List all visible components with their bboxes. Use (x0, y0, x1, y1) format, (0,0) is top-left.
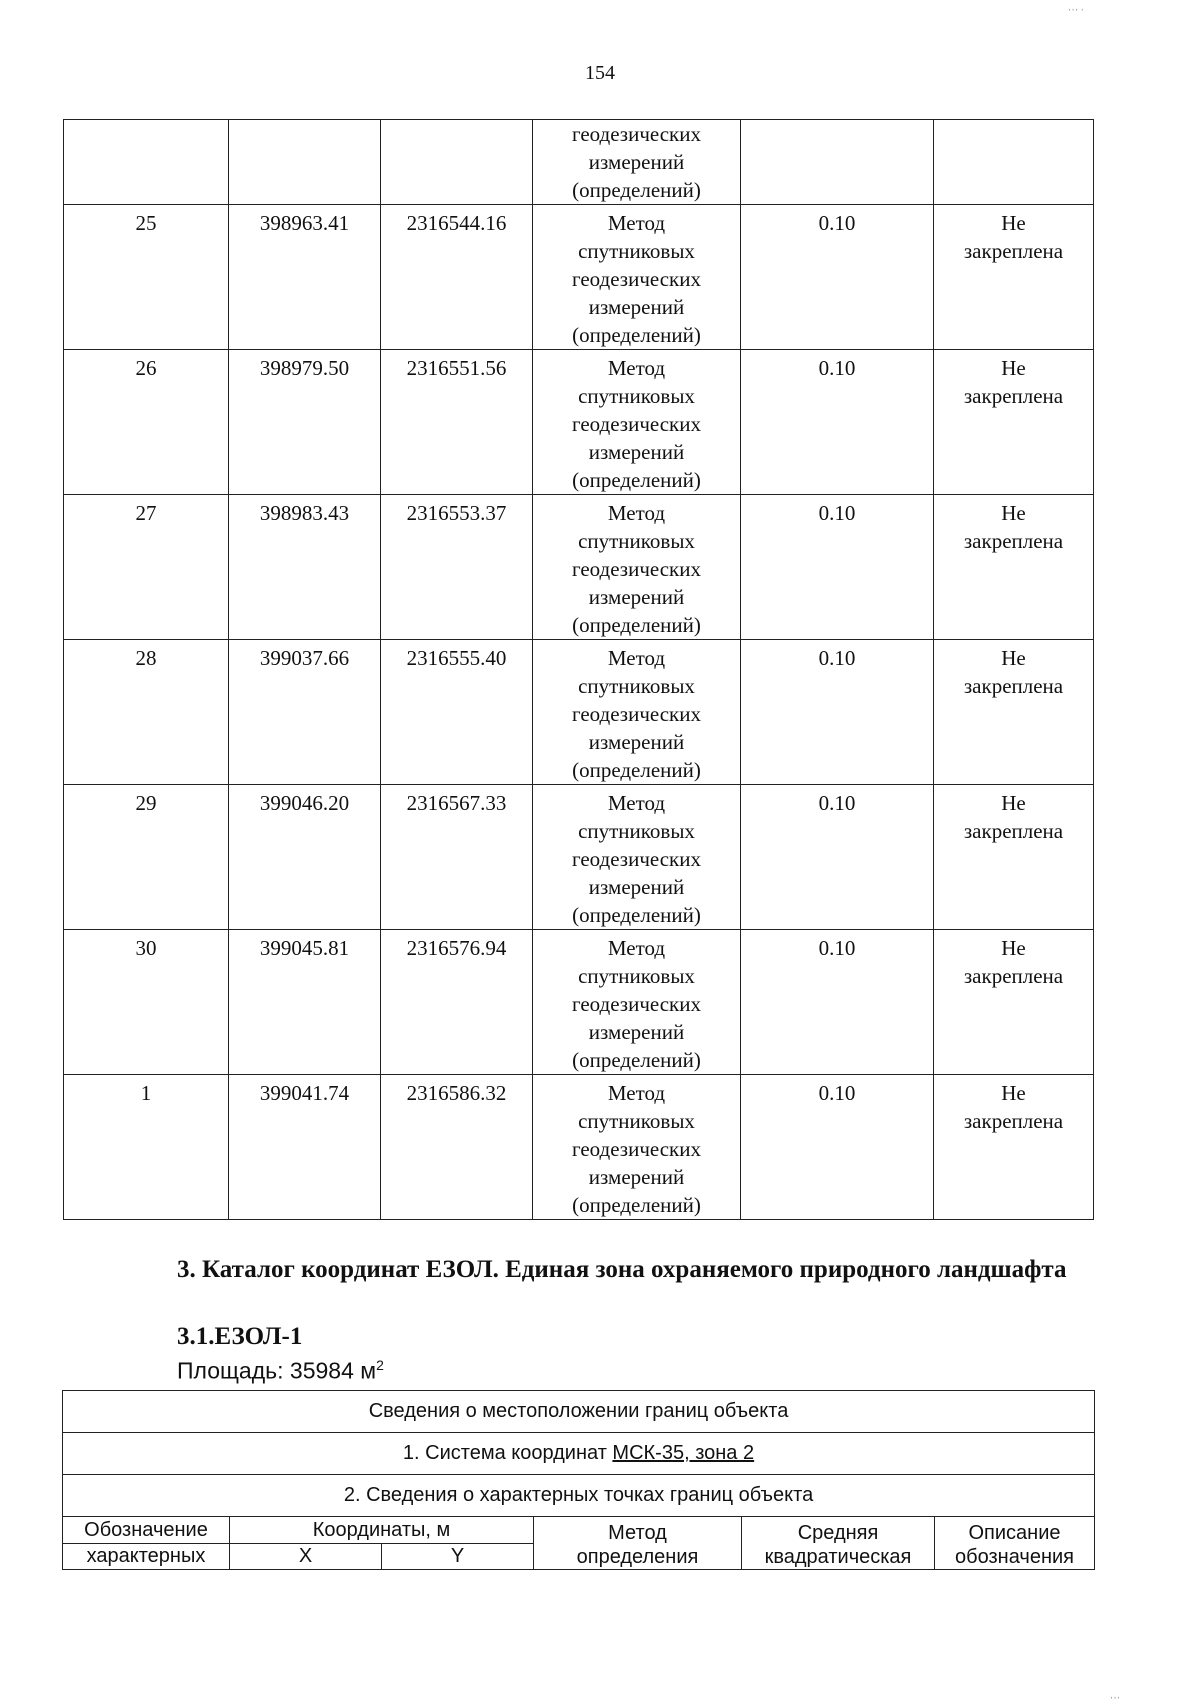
x-cell: 399041.74 (229, 1075, 381, 1220)
method-line: геодезических (571, 122, 701, 146)
table-row (63, 1475, 1095, 1517)
point-cell: 26 (64, 350, 229, 495)
accuracy-cell: 0.10 (741, 495, 934, 640)
col-accuracy-line: квадратическая (764, 1546, 912, 1568)
method-line: измерений (588, 440, 685, 464)
table-row (63, 1391, 1095, 1433)
method-line: измерений (588, 875, 685, 899)
area-text: Площадь: 35984 м (177, 1357, 377, 1384)
method-cell (533, 640, 741, 785)
accuracy-cell: 0.10 (741, 205, 934, 350)
col-method-line: определения (576, 1546, 699, 1568)
object-info-table (62, 1390, 1095, 1570)
method-cell (533, 785, 741, 930)
method-line: измерений (588, 295, 685, 319)
accuracy-cell: 0.10 (741, 785, 934, 930)
method-line: (определений) (572, 1193, 701, 1217)
x-cell: 399037.66 (229, 640, 381, 785)
col-accuracy (742, 1517, 935, 1570)
table-row (64, 930, 1094, 1075)
point-cell: 29 (64, 785, 229, 930)
method-line: Метод (607, 936, 666, 960)
method-line: (определений) (572, 1048, 701, 1072)
description-cell (934, 205, 1094, 350)
method-line: Метод (607, 211, 666, 235)
description-cell (934, 350, 1094, 495)
table-row (63, 1433, 1095, 1475)
method-cell (533, 495, 741, 640)
method-line: измерений (588, 150, 685, 174)
method-line: геодезических (571, 992, 701, 1016)
accuracy-cell (741, 120, 934, 205)
col-method-line: Метод (608, 1522, 667, 1544)
col-method (534, 1517, 742, 1570)
info-header-2 (63, 1433, 1095, 1475)
method-line: спутниковых (578, 239, 695, 263)
method-line: Метод (607, 501, 666, 525)
description-line: Не (1001, 791, 1026, 815)
method-line: Метод (607, 791, 666, 815)
method-line: (определений) (572, 613, 701, 637)
table-row (64, 785, 1094, 930)
col-x: X (230, 1543, 382, 1570)
description-cell (934, 640, 1094, 785)
point-cell: 28 (64, 640, 229, 785)
info-header-3: 2. Сведения о характерных точках границ объекта (63, 1475, 1095, 1517)
method-cell (533, 350, 741, 495)
scan-edge-mark: ˌˌˌ (1110, 1688, 1120, 1699)
accuracy-cell: 0.10 (741, 350, 934, 495)
method-line: геодезических (571, 557, 701, 581)
info-header-1: Сведения о местоположении границ объекта (63, 1391, 1095, 1433)
description-line: закреплена (963, 529, 1064, 553)
description-cell (934, 785, 1094, 930)
method-line: Метод (607, 1081, 666, 1105)
y-cell (381, 120, 533, 205)
description-line: Не (1001, 936, 1026, 960)
description-line: Не (1001, 646, 1026, 670)
description-line: закреплена (963, 964, 1064, 988)
page-number: 154 (585, 62, 615, 84)
table-row (63, 1517, 1095, 1544)
method-line: спутниковых (578, 1109, 695, 1133)
method-line: (определений) (572, 323, 701, 347)
method-line: геодезических (571, 847, 701, 871)
description-line: закреплена (963, 239, 1064, 263)
method-line: измерений (588, 1020, 685, 1044)
table-row (64, 495, 1094, 640)
scan-edge-mark: ˌˌˌ ˌ (1068, 0, 1084, 11)
coord-system-link: МСК-35, зона 2 (612, 1442, 755, 1464)
y-cell: 2316551.56 (381, 350, 533, 495)
description-line: закреплена (963, 819, 1064, 843)
method-line: (определений) (572, 758, 701, 782)
method-line: Метод (607, 646, 666, 670)
method-line: спутниковых (578, 674, 695, 698)
description-cell (934, 1075, 1094, 1220)
y-cell: 2316553.37 (381, 495, 533, 640)
col-designation: Обозначение (63, 1517, 230, 1544)
col-accuracy-line: Средняя (797, 1522, 879, 1544)
description-line: Не (1001, 501, 1026, 525)
x-cell: 398983.43 (229, 495, 381, 640)
method-line: геодезических (571, 267, 701, 291)
description-line: закреплена (963, 674, 1064, 698)
method-cell (533, 1075, 741, 1220)
description-cell (934, 930, 1094, 1075)
x-cell (229, 120, 381, 205)
area-label (177, 1357, 384, 1385)
method-line: геодезических (571, 1137, 701, 1161)
method-line: спутниковых (578, 819, 695, 843)
x-cell: 399046.20 (229, 785, 381, 930)
table-row (64, 120, 1094, 205)
method-line: измерений (588, 585, 685, 609)
col-y: Y (382, 1543, 534, 1570)
method-line: спутниковых (578, 529, 695, 553)
method-line: спутниковых (578, 384, 695, 408)
x-cell: 398963.41 (229, 205, 381, 350)
description-line: закреплена (963, 1109, 1064, 1133)
section-title: 3. Каталог координат ЕЗОЛ. Единая зона охраняемого природного ландшафта (177, 1256, 1067, 1283)
table-row (64, 640, 1094, 785)
description-cell (934, 120, 1094, 205)
area-superscript: 2 (376, 1357, 384, 1373)
point-cell: 27 (64, 495, 229, 640)
method-cell (533, 205, 741, 350)
method-line: измерений (588, 1165, 685, 1189)
point-cell: 30 (64, 930, 229, 1075)
coordinates-table (63, 119, 1094, 1220)
col-designation-2: характерных (63, 1543, 230, 1570)
table-row (64, 350, 1094, 495)
method-line: геодезических (571, 702, 701, 726)
accuracy-cell: 0.10 (741, 1075, 934, 1220)
method-line: измерений (588, 730, 685, 754)
accuracy-cell: 0.10 (741, 930, 934, 1075)
y-cell: 2316544.16 (381, 205, 533, 350)
point-cell: 25 (64, 205, 229, 350)
method-line: (определений) (572, 178, 701, 202)
section-subtitle: 3.1.ЕЗОЛ-1 (177, 1323, 303, 1350)
description-line: закреплена (963, 384, 1064, 408)
x-cell: 399045.81 (229, 930, 381, 1075)
col-description-line: Описание (968, 1522, 1061, 1544)
y-cell: 2316567.33 (381, 785, 533, 930)
table-row (64, 1075, 1094, 1220)
col-description (935, 1517, 1095, 1570)
x-cell: 398979.50 (229, 350, 381, 495)
col-description-line: обозначения (955, 1546, 1074, 1568)
coord-system-label: 1. Система координат (402, 1442, 613, 1464)
y-cell: 2316576.94 (381, 930, 533, 1075)
method-line: геодезических (571, 412, 701, 436)
table-row (64, 205, 1094, 350)
method-line: (определений) (572, 468, 701, 492)
accuracy-cell: 0.10 (741, 640, 934, 785)
point-cell (64, 120, 229, 205)
method-cell (533, 930, 741, 1075)
point-cell: 1 (64, 1075, 229, 1220)
method-line: спутниковых (578, 964, 695, 988)
description-cell (934, 495, 1094, 640)
description-line: Не (1001, 211, 1026, 235)
method-line: Метод (607, 356, 666, 380)
description-line: Не (1001, 1081, 1026, 1105)
method-line: (определений) (572, 903, 701, 927)
y-cell: 2316555.40 (381, 640, 533, 785)
col-coordinates: Координаты, м (230, 1517, 534, 1544)
description-line: Не (1001, 356, 1026, 380)
method-cell (533, 120, 741, 205)
y-cell: 2316586.32 (381, 1075, 533, 1220)
